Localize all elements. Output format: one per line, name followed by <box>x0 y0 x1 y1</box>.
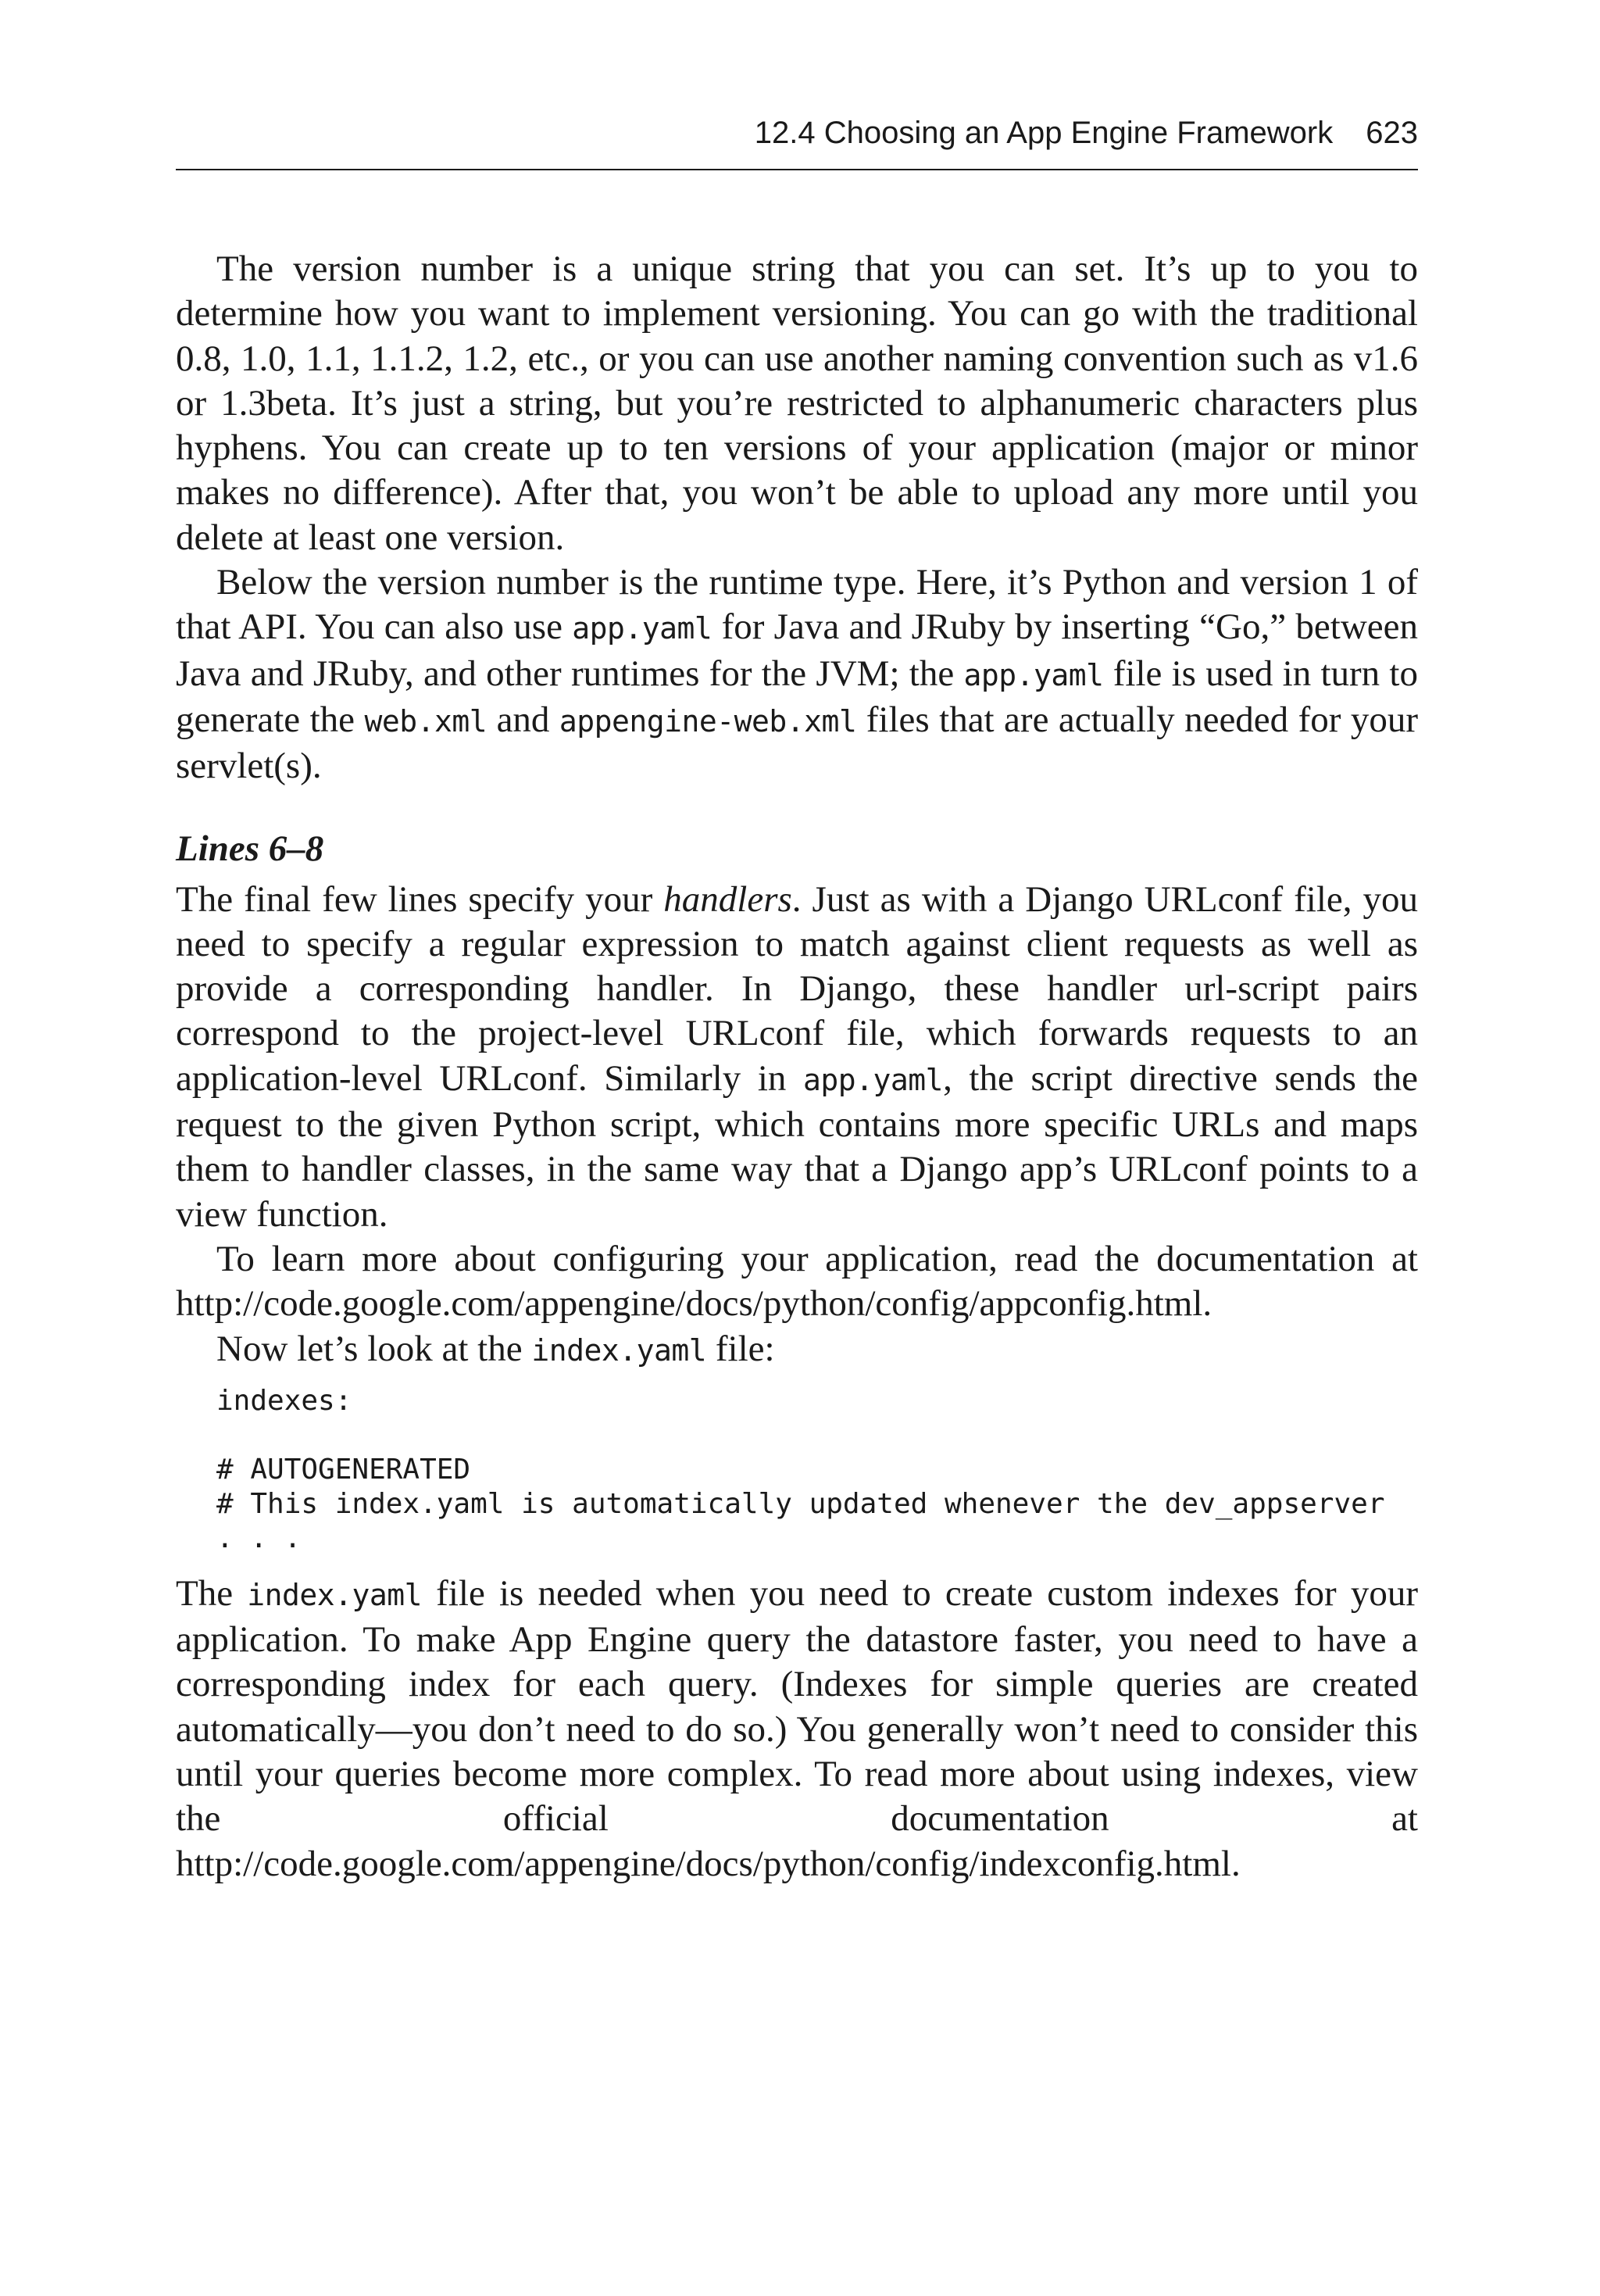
paragraph-runtime <box>176 560 1418 789</box>
text-run: file: <box>706 1328 775 1369</box>
inline-code: appengine-web.xml <box>559 703 857 739</box>
emphasis-text: handlers <box>663 878 792 920</box>
paragraph-versioning <box>176 247 1418 560</box>
paragraph-text: To learn more about configuring your application, read the documentation at http://code.google.com/appengine/docs/python/config/appconfig.html. <box>176 1238 1418 1325</box>
code-line: # This index.yaml is automatically updated whenever the dev_appserver <box>216 1487 1385 1520</box>
text-run: file is needed when you need to create custom indexes for your application. To make App Engine query the datastore faster, you need to have a corresponding index for each query. (Indexes for simple queries are created automatically—you don’t need to do so.) You generally won’t need to consider this until your queries become more complex. To read more about using indexes, view the official documentation at http://code.google.com/appengine/docs/python/config/indexconfig.html. <box>176 1572 1418 1884</box>
inline-code: app.yaml <box>803 1062 944 1097</box>
text-run: Now let’s look at the <box>216 1328 532 1369</box>
code-blank-line <box>216 1418 1418 1453</box>
code-line: indexes: <box>216 1384 352 1417</box>
text-run: for Java and JRuby by inserting “Go,” between Java and JRuby, and other runtimes for the JVM; the <box>176 606 1418 694</box>
paragraph-text: The version number is a unique string that you can set. It’s up to you to determine how you want to implement versioning. You can go with the traditional 0.8, 1.0, 1.1, 1.1.2, 1.2, etc., or you can use another naming convention such as v1.6 or 1.3beta. It’s just a string, but you’re restricted to alphanumeric characters plus hyphens. You can create up to ten versions of your application (major or minor makes no difference). After that, you won’t be able to upload any more until you delete at least one version. <box>176 249 1418 558</box>
text-run: Below the version number is the runtime type. Here, it’s Python and version 1 of that API. You can also use <box>176 562 1418 648</box>
paragraph-handlers <box>176 878 1418 1237</box>
text-run: files that are actually needed for your servlet(s). <box>176 699 1419 787</box>
paragraph-learn-more <box>176 1237 1418 1327</box>
paragraph-index-explained <box>176 1572 1418 1887</box>
inline-code: app.yaml <box>963 657 1104 692</box>
text-run: . Just as with a Django URLconf file, you need to specify a regular expression to match against client requests as well as provide a corresponding handler. In Django, these handler url-script pairs correspond to the project-level URLconf file, which forwards requests to an application-level URLconf. Similarly in <box>176 878 1418 1099</box>
inline-code: index.yaml <box>531 1332 707 1368</box>
body-text <box>176 247 1418 1887</box>
inline-code: web.xml <box>364 703 488 739</box>
section-title: 12.4 Choosing an App Engine Framework <box>754 116 1334 150</box>
text-run: The <box>176 1572 248 1614</box>
code-line: . . . <box>216 1522 302 1554</box>
text-run: file is used in turn to generate the <box>176 653 1418 740</box>
code-listing <box>216 1384 1418 1556</box>
page-number: 623 <box>1366 116 1418 150</box>
inline-code: index.yaml <box>247 1577 423 1612</box>
running-header <box>176 109 1418 170</box>
paragraph-index-intro <box>176 1327 1418 1373</box>
inline-code: app.yaml <box>572 611 712 646</box>
book-page <box>176 109 1418 1887</box>
text-run: The final few lines specify your <box>176 878 664 920</box>
text-run: and <box>487 699 559 740</box>
text-run: , the script directive sends the request to the given Python script, which contains more specific URLs and maps them to handler classes, in the same way that a Django app’s URLconf points to a view function. <box>176 1057 1418 1235</box>
code-line: # AUTOGENERATED <box>216 1453 471 1486</box>
subsection-heading: Lines 6–8 <box>176 828 324 869</box>
